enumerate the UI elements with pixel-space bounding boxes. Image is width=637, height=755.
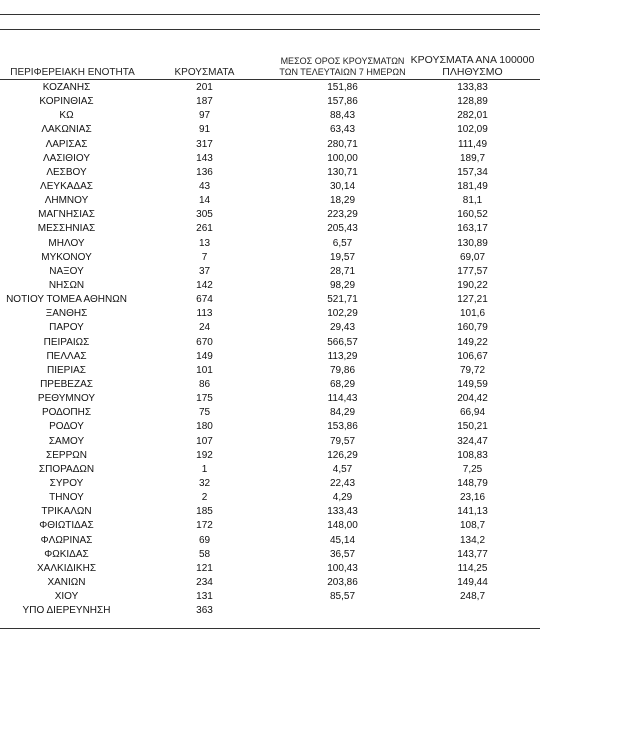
region-cell: ΠΡΕΒΕΖΑΣ: [40, 378, 93, 390]
table-row: [0, 420, 540, 434]
table-row: [0, 251, 540, 265]
table-row: [0, 307, 540, 321]
table-row: [0, 392, 540, 406]
cases-cell: 131: [196, 591, 213, 603]
avg7-cell: 100,43: [327, 562, 358, 574]
cases-cell: 143: [196, 152, 213, 164]
table-row: [0, 81, 540, 95]
region-cell: ΣΑΜΟΥ: [48, 435, 85, 447]
cases-cell: 121: [196, 562, 213, 574]
per100k-cell: 204,42: [457, 393, 488, 405]
table-row: [0, 534, 540, 548]
region-cell: ΜΕΣΣΗΝΙΑΣ: [37, 223, 96, 235]
per100k-cell: 106,67: [457, 350, 488, 362]
table-row: [0, 279, 540, 293]
region-cell: ΦΩΚΙΔΑΣ: [44, 548, 89, 560]
avg7-cell: 102,29: [327, 308, 358, 320]
table-row: [0, 350, 540, 364]
cases-cell: 192: [196, 449, 213, 461]
avg7-cell: 85,57: [329, 591, 356, 603]
cases-cell: 185: [196, 506, 213, 518]
per100k-cell: 101,6: [459, 308, 486, 320]
cases-cell: 24: [198, 322, 211, 334]
cases-cell: 101: [196, 364, 213, 376]
per100k-cell: 160,79: [457, 322, 488, 334]
table-row: [0, 237, 540, 251]
avg7-cell: 28,71: [329, 265, 356, 277]
table-row: [0, 519, 540, 533]
per100k-cell: 160,52: [457, 209, 488, 221]
table-row: [0, 604, 540, 618]
cases-cell: 670: [196, 336, 213, 348]
region-cell: ΚΟΡΙΝΘΙΑΣ: [39, 96, 94, 108]
table-row: [0, 449, 540, 463]
cases-cell: 305: [196, 209, 213, 221]
per100k-cell: 134,2: [459, 534, 486, 546]
table-row: [0, 463, 540, 477]
avg7-cell: 6,57: [332, 237, 353, 249]
header-avg7: [270, 56, 415, 78]
table-row: [0, 590, 540, 604]
avg7-cell: 68,29: [329, 378, 356, 390]
avg7-cell: 79,86: [329, 364, 356, 376]
region-cell: ΞΑΝΘΗΣ: [45, 308, 88, 320]
avg7-cell: 19,57: [329, 251, 356, 263]
per100k-cell: 149,22: [457, 336, 488, 348]
cases-cell: 107: [196, 435, 213, 447]
cases-cell: 13: [198, 237, 211, 249]
avg7-cell: 113,29: [327, 350, 358, 362]
avg7-cell: 205,43: [327, 223, 358, 235]
table-row: [0, 505, 540, 519]
region-cell: ΠΕΙΡΑΙΩΣ: [43, 336, 90, 348]
avg7-cell: 203,86: [327, 576, 358, 588]
table-row: [0, 109, 540, 123]
region-cell: ΧΙΟΥ: [54, 591, 79, 603]
avg7-cell: 45,14: [329, 534, 356, 546]
region-cell: ΛΕΣΒΟΥ: [46, 166, 87, 178]
per100k-cell: 114,25: [457, 562, 488, 574]
table-row: [0, 152, 540, 166]
table-row: [0, 180, 540, 194]
region-cell: ΠΕΛΛΑΣ: [46, 350, 87, 362]
avg7-cell: 29,43: [329, 322, 356, 334]
table-row: [0, 336, 540, 350]
region-cell: ΤΗΝΟΥ: [49, 492, 84, 504]
cases-cell: 37: [198, 265, 211, 277]
cases-cell: 201: [196, 82, 213, 93]
cases-cell: 187: [196, 96, 213, 108]
region-cell: ΡΟΔΟΠΗΣ: [41, 407, 92, 419]
avg7-cell: 22,43: [329, 477, 356, 489]
per100k-cell: 181,49: [457, 180, 488, 192]
per100k-cell: 79,72: [459, 364, 486, 376]
header-avg7-line1: ΜΕΣΟΣ ΟΡΟΣ ΚΡΟΥΣΜΑΤΩΝ: [280, 56, 405, 66]
cases-cell: 674: [196, 294, 213, 306]
avg7-cell: 84,29: [329, 407, 356, 419]
avg7-cell: 521,71: [327, 294, 358, 306]
cases-cell: 261: [196, 223, 213, 235]
per100k-cell: 143,77: [457, 548, 488, 560]
avg7-cell: 157,86: [327, 96, 358, 108]
region-cell: ΥΠΟ ΔΙΕΡΕΥΝΗΣΗ: [22, 605, 111, 617]
per100k-cell: 148,79: [457, 477, 488, 489]
table-row: [0, 265, 540, 279]
cases-cell: 234: [196, 576, 213, 588]
region-cell: ΜΗΛΟΥ: [48, 237, 85, 249]
header-per100k-line2: ΠΛΗΘΥΣΜΟ: [442, 66, 503, 78]
region-cell: ΚΟΖΑΝΗΣ: [42, 82, 91, 93]
avg7-cell: 114,43: [327, 393, 358, 405]
per100k-cell: 282,01: [457, 110, 488, 122]
cases-cell: 91: [198, 124, 211, 136]
avg7-cell: 130,71: [327, 166, 358, 178]
cases-cell: 7: [201, 251, 208, 263]
header-per100k-line1: ΚΡΟΥΣΜΑΤΑ ΑΝΑ 100000: [410, 54, 535, 66]
per100k-cell: 111,49: [457, 138, 488, 150]
cases-cell: 149: [196, 350, 213, 362]
per100k-cell: 149,44: [457, 576, 488, 588]
per100k-cell: 102,09: [457, 124, 488, 136]
cases-cell: 75: [198, 407, 211, 419]
avg7-cell: 79,57: [329, 435, 356, 447]
per100k-cell: 7,25: [462, 463, 483, 475]
header-cases: ΚΡΟΥΣΜΑΤΑ: [174, 67, 235, 78]
region-cell: ΛΗΜΝΟΥ: [44, 195, 89, 207]
per100k-cell: 177,57: [457, 265, 488, 277]
per100k-cell: 127,21: [457, 294, 488, 306]
table-row: [0, 378, 540, 392]
region-cell: ΧΑΛΚΙΔΙΚΗΣ: [37, 562, 96, 574]
cases-cell: 2: [201, 492, 208, 504]
per100k-cell: 163,17: [457, 223, 488, 235]
region-cell: ΠΑΡΟΥ: [49, 322, 84, 334]
header-region: ΠΕΡΙΦΕΡΕΙΑΚΗ ΕΝΟΤΗΤΑ: [10, 67, 135, 78]
per100k-cell: 324,47: [457, 435, 488, 447]
per100k-cell: 157,34: [457, 166, 488, 178]
region-cell: ΝΗΣΩΝ: [48, 279, 85, 291]
avg7-cell: 4,29: [332, 492, 353, 504]
region-cell: ΦΘΙΩΤΙΔΑΣ: [39, 520, 94, 532]
bottom-rule: [0, 628, 540, 629]
cases-cell: 317: [196, 138, 213, 150]
per100k-cell: 248,7: [459, 591, 486, 603]
region-cell: ΣΥΡΟΥ: [49, 477, 84, 489]
avg7-cell: 126,29: [327, 449, 358, 461]
avg7-cell: 151,86: [327, 82, 358, 93]
region-cell: ΡΕΘΥΜΝΟΥ: [37, 393, 96, 405]
table-row: [0, 477, 540, 491]
table-row: [0, 576, 540, 590]
per100k-cell: 108,83: [457, 449, 488, 461]
region-cell: ΤΡΙΚΑΛΩΝ: [41, 506, 92, 518]
avg7-cell: 63,43: [329, 124, 356, 136]
avg7-cell: 566,57: [327, 336, 358, 348]
cases-cell: 136: [196, 166, 213, 178]
per100k-cell: 141,13: [457, 506, 488, 518]
region-cell: ΚΩ: [59, 110, 74, 122]
table-row: [0, 208, 540, 222]
region-cell: ΝΟΤΙΟΥ ΤΟΜΕΑ ΑΘΗΝΩΝ: [6, 294, 127, 306]
table-row: [0, 548, 540, 562]
cases-cell: 172: [196, 520, 213, 532]
cases-cell: 14: [198, 195, 211, 207]
avg7-cell: 88,43: [329, 110, 356, 122]
avg7-cell: 98,29: [329, 279, 356, 291]
table-row: [0, 406, 540, 420]
region-cell: ΜΥΚΟΝΟΥ: [41, 251, 92, 263]
table-row: [0, 166, 540, 180]
cases-cell: 113: [196, 308, 213, 320]
avg7-cell: 30,14: [329, 180, 356, 192]
avg7-cell: 153,86: [327, 421, 358, 433]
per100k-cell: 128,89: [457, 96, 488, 108]
avg7-cell: 133,43: [327, 506, 358, 518]
cases-cell: 58: [198, 548, 211, 560]
table-row: [0, 491, 540, 505]
cases-cell: 180: [196, 421, 213, 433]
avg7-cell: 223,29: [327, 209, 358, 221]
region-cell: ΦΛΩΡΙΝΑΣ: [40, 534, 93, 546]
table-row: [0, 138, 540, 152]
avg7-cell: 4,57: [332, 463, 353, 475]
cases-cell: 1: [201, 463, 208, 475]
cases-cell: 142: [196, 279, 213, 291]
header-avg7-line2: ΤΩΝ ΤΕΛΕΥΤΑΙΩΝ 7 ΗΜΕΡΩΝ: [279, 67, 406, 77]
per100k-cell: 66,94: [459, 407, 486, 419]
per100k-cell: 81,1: [462, 195, 483, 207]
cases-cell: 97: [198, 110, 211, 122]
region-cell: ΣΕΡΡΩΝ: [46, 449, 87, 461]
cases-cell: 32: [198, 477, 211, 489]
header-bottom-rule: [0, 79, 540, 80]
per100k-cell: 23,16: [459, 492, 486, 504]
region-cell: ΛΑΚΩΝΙΑΣ: [41, 124, 92, 136]
region-cell: ΧΑΝΙΩΝ: [47, 576, 86, 588]
table-row: [0, 562, 540, 576]
table-row: [0, 194, 540, 208]
table-row: [0, 293, 540, 307]
region-cell: ΛΕΥΚΑΔΑΣ: [40, 180, 93, 192]
header-top-rule: [0, 29, 540, 30]
per100k-cell: 150,21: [457, 421, 488, 433]
table-row: [0, 123, 540, 137]
cases-cell: 69: [198, 534, 211, 546]
region-cell: ΠΙΕΡΙΑΣ: [47, 364, 86, 376]
region-cell: ΡΟΔΟΥ: [49, 421, 84, 433]
per100k-cell: 69,07: [459, 251, 486, 263]
cases-cell: 175: [196, 393, 213, 405]
header-per100k: [400, 54, 545, 78]
per100k-cell: 108,7: [459, 520, 486, 532]
cases-cell: 43: [198, 180, 211, 192]
region-cell: ΛΑΣΙΘΙΟΥ: [43, 152, 90, 164]
avg7-cell: 18,29: [329, 195, 356, 207]
avg7-cell: 148,00: [327, 520, 358, 532]
avg7-cell: 280,71: [327, 138, 358, 150]
cases-cell: 363: [196, 605, 213, 617]
cases-cell: 86: [198, 378, 211, 390]
table-row: [0, 435, 540, 449]
table-row: [0, 222, 540, 236]
avg7-cell: 100,00: [327, 152, 358, 164]
region-cell: ΝΑΞΟΥ: [49, 265, 84, 277]
per100k-cell: 130,89: [457, 237, 488, 249]
table-row: [0, 95, 540, 109]
table-row: [0, 364, 540, 378]
region-cell: ΛΑΡΙΣΑΣ: [45, 138, 88, 150]
per100k-cell: 189,7: [459, 152, 486, 164]
table-row: [0, 321, 540, 335]
per100k-cell: 190,22: [457, 279, 488, 291]
top-rule: [0, 14, 540, 15]
region-cell: ΣΠΟΡΑΔΩΝ: [38, 463, 95, 475]
per100k-cell: 149,59: [457, 378, 488, 390]
region-cell: ΜΑΓΝΗΣΙΑΣ: [38, 209, 95, 221]
avg7-cell: 36,57: [329, 548, 356, 560]
table-body: [0, 81, 540, 618]
per100k-cell: 133,83: [457, 82, 488, 93]
